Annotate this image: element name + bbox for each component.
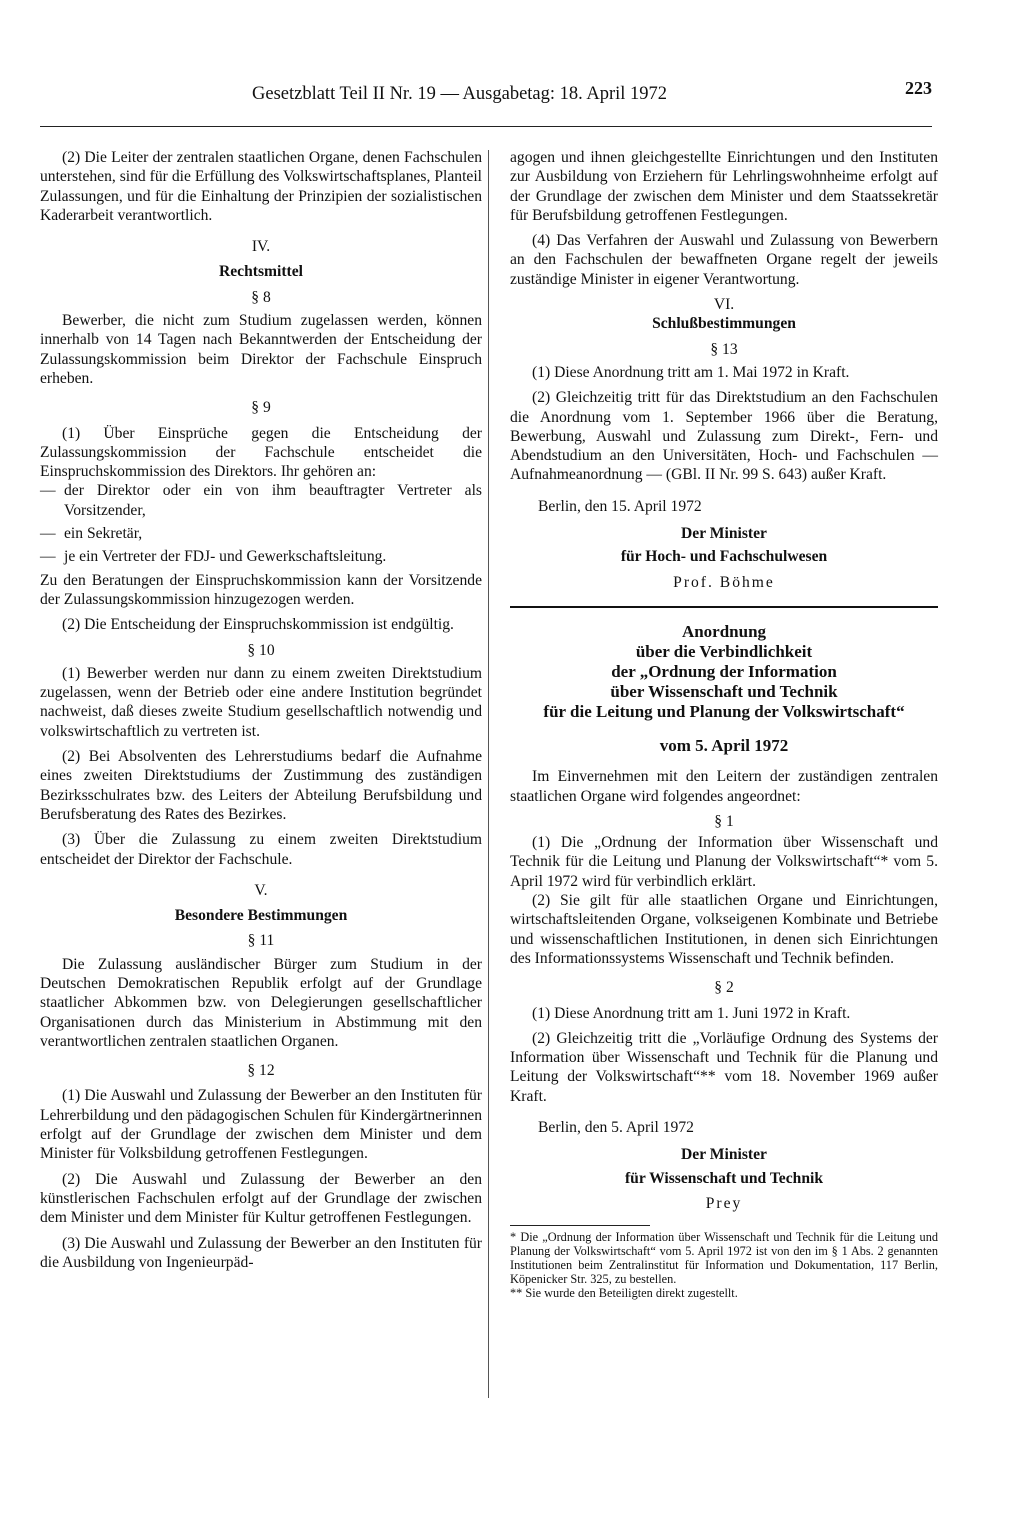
order-paragraph-2-2: (2) Gleichzeitig tritt die „Vorläufige Ordnung des Systems der Information über Wissenschaft und Technik für die Planung und Leitung der Volkswirtschaft“** vom 18. November 1969 außer Kraft. — [510, 1029, 938, 1105]
paragraph-12-heading: § 12 — [247, 1062, 275, 1080]
section-v-number: V. — [254, 881, 268, 899]
paragraph-10-3: (3) Über die Zulassung zu einem zweiten Direktstudium entscheidet der Direktor der Fachschule. — [40, 831, 482, 868]
paragraph-12-3: (3) Die Auswahl und Zulassung der Bewerber an den Instituten für die Ausbildung von Ingenieurpäd- — [40, 1234, 482, 1271]
signer-2-name: Prey — [705, 1194, 743, 1212]
paragraph-10-2: (2) Bei Absolventen des Lehrerstudiums bedarf die Aufnahme eines zweiten Direktstudiums der Zustimmung des zuständigen Bezirksschulrates bzw. des Leiters der Abteilung Berufsbildung und Berufsberatung des Rates des Bezirkes. — [40, 748, 482, 823]
order-paragraph-1-heading: § 1 — [714, 812, 734, 830]
paragraph-8-text: Bewerber, die nicht zum Studium zugelassen werden, können innerhalb von 14 Tagen nach Bekanntwerden der Entscheidung der Zulassungskommission beim Direktor der Fachschule Einspruch erheben. — [40, 312, 482, 387]
signer-1-name: Prof. Böhme — [673, 573, 775, 591]
signer-2-title: Der Minister — [681, 1146, 767, 1164]
paragraph-9-heading: § 9 — [251, 399, 271, 417]
order-title — [510, 622, 938, 722]
header-rule — [40, 126, 932, 127]
signer-1-ministry: für Hoch- und Fachschulwesen — [620, 548, 828, 566]
order-title-line: der „Ordnung der Information — [611, 661, 837, 681]
list-item-text: der Direktor oder ein von ihm beauftragter Vertreter als Vorsitzender, — [64, 482, 482, 519]
section-iv-title: Rechtsmittel — [219, 263, 303, 281]
paragraph-leiter: (2) Die Leiter der zentralen staatlichen Organe, denen Fachschulen unterstehen, sind für die Erfüllung des Volkswirtschaftsplanes, Planteil Zulassungen, und für die Einhaltung der Prinzipien der sozialistischen Kaderarbeit verantwortlich. — [40, 149, 482, 224]
dash-mark: — — [40, 548, 56, 566]
paragraph-13-1: (1) Diese Anordnung tritt am 1. Mai 1972 in Kraft. — [532, 363, 850, 381]
paragraph-13-heading: § 13 — [710, 340, 738, 358]
paragraph-10-heading: § 10 — [247, 641, 275, 659]
list-item — [40, 547, 482, 566]
list-item — [40, 481, 482, 520]
place-date-2: Berlin, den 5. April 1972 — [538, 1118, 694, 1136]
paragraph-9-after-list: Zu den Beratungen der Einspruchskommission kann der Vorsitzende der Zulassungskommission hinzugezogen werden. — [40, 571, 482, 608]
place-date-1: Berlin, den 15. April 1972 — [538, 497, 702, 515]
section-v-title: Besondere Bestimmungen — [174, 907, 348, 925]
order-paragraph-1-2: (2) Sie gilt für alle staatlichen Organe und Einrichtungen, wirtschaftsleitenden Organe, volkseigenen Kombinate und Betriebe und wissenschaftlichen Institutionen, in denen sich Einrichtungen des Informationssystems Wissenschaft und Technik befinden. — [510, 892, 938, 967]
column-divider — [488, 150, 489, 1398]
section-vi-number: VI. — [713, 296, 735, 314]
order-date: vom 5. April 1972 — [659, 735, 789, 755]
dash-mark: — — [40, 525, 56, 543]
paragraph-12-2: (2) Die Auswahl und Zulassung der Bewerber an den künstlerischen Fachschulen erfolgt auf der Grundlage der zwischen dem Minister und dem Minister für Kultur getroffenen Festlegungen. — [40, 1170, 482, 1227]
section-vi-title: Schlußbestimmungen — [652, 315, 796, 333]
order-paragraph-2-1: (1) Diese Anordnung tritt am 1. Juni 1972 in Kraft. — [532, 1004, 851, 1022]
list-item-text: ein Sekretär, — [64, 525, 143, 543]
signer-2-ministry: für Wissenschaft und Technik — [624, 1169, 824, 1187]
paragraph-10-1: (1) Bewerber werden nur dann zu einem zweiten Direktstudium zugelassen, wenn der Betrieb oder eine andere Institution begründet nachweist, daß dieses zweite Studium gesellschaftlich notwendig und volkswirtschaftlich zu vertreten ist. — [40, 664, 482, 740]
order-paragraph-2-heading: § 2 — [714, 979, 734, 997]
section-rule — [510, 606, 938, 608]
paragraph-8-heading: § 8 — [251, 288, 271, 306]
order-intro: Im Einvernehmen mit den Leitern der zuständigen zentralen staatlichen Organe wird folgendes angeordnet: — [510, 768, 938, 805]
header-title: Gesetzblatt Teil II Nr. 19 — Ausgabetag: 18. April 1972 — [252, 84, 668, 104]
paragraph-9-1: (1) Über Einsprüche gegen die Entscheidung der Zulassungskommission der Fachschule entscheidet die Einspruchskommission des Direktors. Ihr gehören an: — [40, 424, 482, 481]
footnote-rule — [510, 1225, 650, 1226]
order-paragraph-1-1: (1) Die „Ordnung der Information über Wissenschaft und Technik für die Leitung und Planung der Volkswirtschaft“* vom 5. April 1972 wird für verbindlich erklärt. — [510, 834, 938, 890]
signer-1-title: Der Minister — [681, 525, 767, 543]
order-title-line: für die Leitung und Planung der Volkswirtschaft“ — [543, 701, 905, 721]
paragraph-11-heading: § 11 — [247, 932, 275, 950]
membership-list — [40, 481, 482, 566]
footnote-2: ** Sie wurde den Beteiligten direkt zugestellt. — [510, 1286, 738, 1301]
order-title-line: über die Verbindlichkeit — [635, 641, 813, 661]
page-number: 223 — [905, 78, 932, 98]
order-title-line: Anordnung — [681, 621, 767, 641]
paragraph-12-1: (1) Die Auswahl und Zulassung der Bewerber an den Instituten für Lehrerbildung und den pädagogischen Schulen für Kindergärtnerinnen erfolgt auf der Grundlage der zwischen dem Minister und dem Minister für Volksbildung getroffenen Festlegungen. — [40, 1087, 482, 1163]
footnote-1: * Die „Ordnung der Information über Wissenschaft und Technik für die Leitung und Planung der Volkswirtschaft“ vom 5. April 1972 ist von den im § 1 Abs. 2 genannten Institutionen beim Zentralinstitut für Information und Dokumentation, 117 Berlin, Köpenicker Str. 325, zu bestellen. — [510, 1230, 938, 1287]
paragraph-13-2: (2) Gleichzeitig tritt für das Direktstudium an den Fachschulen die Anordnung vom 1. September 1966 über die Beratung, Bewerbung, Auswahl und Zulassung zum Direkt-, Fern- und Abendstudium an den Universitäten, Hoch- und Fachschulen — Aufnahmeanordnung — (GBl. II Nr. 99 S. 643) außer Kraft. — [510, 389, 938, 484]
right-column — [510, 148, 938, 1300]
order-title-line: über Wissenschaft und Technik — [610, 681, 838, 701]
paragraph-12-3-continued: agogen und ihnen gleichgestellte Einrichtungen und den Instituten zur Ausbildung von Erziehern für Lehrlingswohnheime erfolgt auf der Grundlage der zwischen dem Minister und dem Staatssekretär für Berufsbildung getroffenen Festlegungen. — [510, 149, 938, 224]
paragraph-11-text: Die Zulassung ausländischer Bürger zum Studium in der Deutschen Demokratischen Republik erfolgt auf der Grundlage staatlicher Abkommen bzw. von Delegierungen gesellschaftlicher Organisationen durch das Ministerium in Abstimmung mit den verantwortlichen zentralen staatlichen Organen. — [40, 955, 482, 1050]
list-item — [40, 524, 482, 543]
section-iv-number: IV. — [251, 238, 271, 256]
left-column — [40, 148, 482, 1278]
dash-mark: — — [40, 482, 56, 500]
list-item-text: je ein Vertreter der FDJ- und Gewerkschaftsleitung. — [64, 548, 387, 566]
paragraph-9-2: (2) Die Entscheidung der Einspruchskommission ist endgültig. — [62, 616, 454, 634]
page-header — [40, 78, 932, 128]
paragraph-12-4: (4) Das Verfahren der Auswahl und Zulassung von Bewerbern an den Fachschulen der bewaffneten Organe regelt der jeweils zuständige Minister in eigener Verantwortung. — [510, 232, 938, 288]
